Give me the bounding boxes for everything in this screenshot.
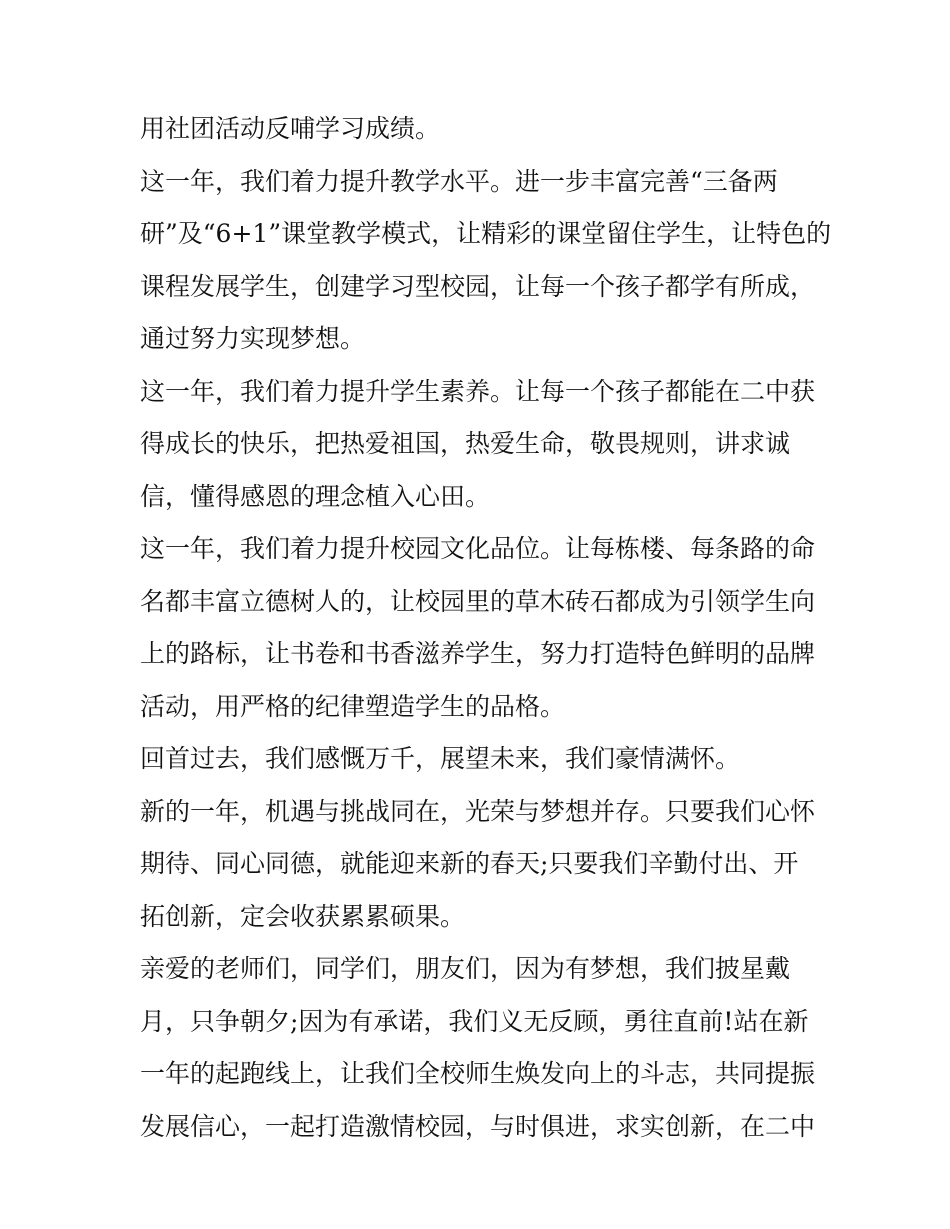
text-line: 这一年，我们着力提升教学水平。进一步丰富完善“三备两 — [140, 166, 778, 196]
text-line: 活动，用严格的纪律塑造学生的品格。 — [140, 691, 566, 721]
text-line: 这一年，我们着力提升校园文化品位。让每栋楼、每条路的命 — [140, 534, 816, 563]
text-line: 一年的起跑线上，让我们全校师生焕发向上的斗志，共同提振 — [140, 1059, 816, 1088]
text-line: 用社团活动反哺学习成绩。 — [140, 114, 441, 143]
text-line: 通过努力实现梦想。 — [140, 324, 366, 353]
text-line: 月，只争朝夕;因为有承诺，我们义无反顾，勇往直前!站在新 — [140, 1006, 809, 1036]
body-text — [140, 106, 832, 1156]
text-line: 信，懂得感恩的理念植入心田。 — [140, 481, 491, 511]
text-line: 研”及“6+1”课堂教学模式，让精彩的课堂留住学生，让特色的 — [140, 219, 832, 248]
text-line: 拓创新，定会收获累累硕果。 — [140, 901, 466, 931]
text-line: 上的路标，让书卷和书香滋养学生，努力打造特色鲜明的品牌 — [140, 639, 816, 668]
text-line: 期待、同心同德，就能迎来新的春天;只要我们辛勤付出、开 — [140, 849, 799, 878]
text-line: 这一年，我们着力提升学生素养。让每一个孩子都能在二中获 — [140, 376, 816, 406]
text-line: 发展信心，一起打造激情校园，与时俱进，求实创新，在二中 — [140, 1111, 816, 1141]
text-line: 得成长的快乐，把热爱祖国，热爱生命，敬畏规则，讲求诚 — [140, 429, 791, 458]
text-line: 课程发展学生，创建学习型校园，让每一个孩子都学有所成， — [140, 271, 816, 301]
text-line: 回首过去，我们感慨万千，展望未来，我们豪情满怀。 — [140, 744, 741, 773]
text-line: 新的一年，机遇与挑战同在，光荣与梦想并存。只要我们心怀 — [140, 796, 816, 826]
text-line: 名都丰富立德树人的，让校园里的草木砖石都成为引领学生向 — [140, 586, 816, 616]
text-line: 亲爱的老师们，同学们，朋友们，因为有梦想，我们披星戴 — [140, 954, 791, 983]
